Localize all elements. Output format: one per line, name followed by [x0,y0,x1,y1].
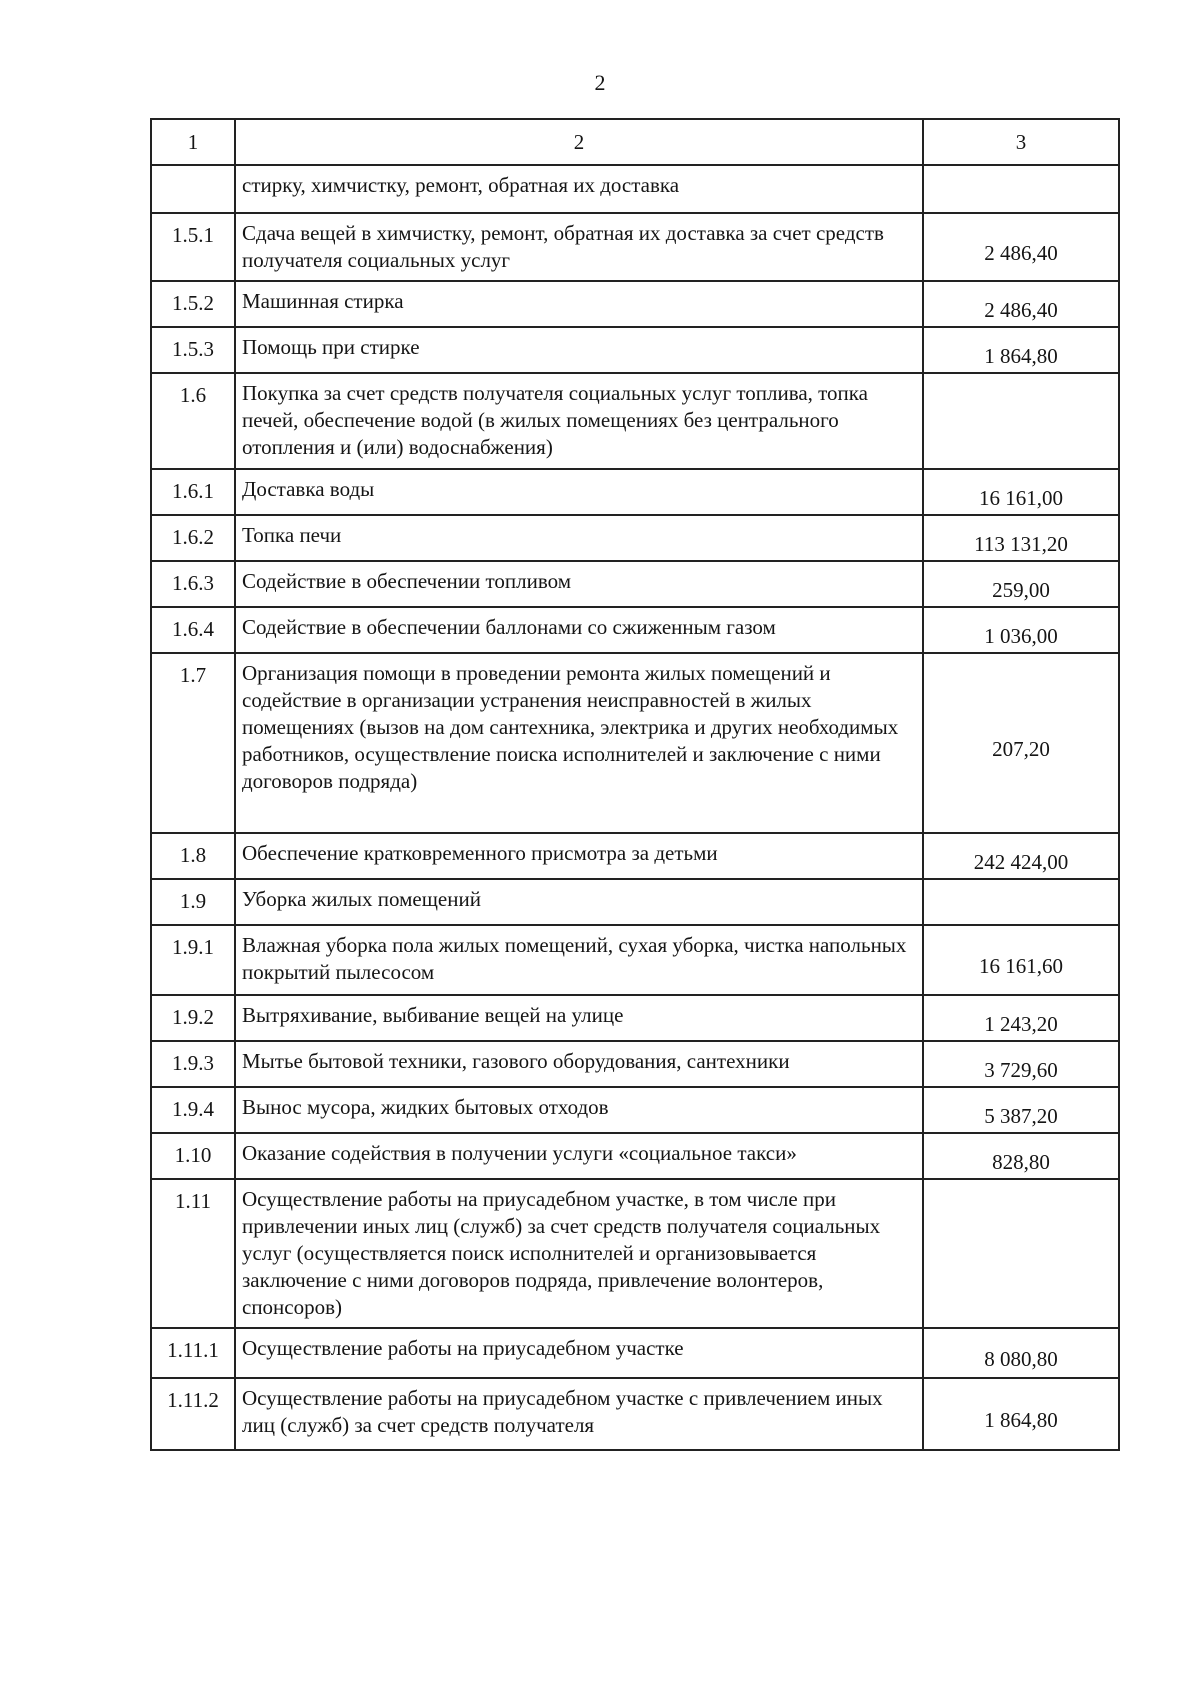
service-price: 113 131,20 [923,515,1119,561]
service-price: 8 080,80 [923,1328,1119,1378]
service-description: Сдача вещей в химчистку, ремонт, обратная их доставка за счет средств получателя социальных услуг [235,213,923,281]
service-description: Вытряхивание, выбивание вещей на улице [235,995,923,1041]
row-number: 1.9.4 [151,1087,235,1133]
service-description: Топка печи [235,515,923,561]
column-header-2: 2 [235,119,923,165]
row-number [151,165,235,213]
table-header-row [151,119,1119,165]
service-description: Уборка жилых помещений [235,879,923,925]
row-number: 1.8 [151,833,235,879]
service-description: Оказание содействия в получении услуги «социальное такси» [235,1133,923,1179]
row-number: 1.9 [151,879,235,925]
service-description: Обеспечение кратковременного присмотра за детьми [235,833,923,879]
service-price: 242 424,00 [923,833,1119,879]
row-number: 1.6.1 [151,469,235,515]
table-row [151,281,1119,327]
row-number: 1.9.2 [151,995,235,1041]
service-description: Осуществление работы на приусадебном участке, в том числе при привлечении иных лиц (служб) за счет средств получателя социальных услуг (осуществляется поиск исполнителей и организовывается заключение с ними договоров подряда, привлечение волонтеров, спонсоров) [235,1179,923,1328]
table-row [151,995,1119,1041]
table-row [151,833,1119,879]
service-description: Содействие в обеспечении баллонами со сжиженным газом [235,607,923,653]
service-description: Осуществление работы на приусадебном участке [235,1328,923,1378]
table-row [151,469,1119,515]
service-description: Организация помощи в проведении ремонта жилых помещений и содействие в организации устранения неисправностей в жилых помещениях (вызов на дом сантехника, электрика и других необходимых работников, осуществление поиска исполнителей и заключение с ними договоров подряда) [235,653,923,833]
row-number: 1.9.1 [151,925,235,995]
service-description: Машинная стирка [235,281,923,327]
table-row [151,373,1119,469]
row-number: 1.7 [151,653,235,833]
service-description: Влажная уборка пола жилых помещений, сухая уборка, чистка напольных покрытий пылесосом [235,925,923,995]
table-row [151,515,1119,561]
table-row [151,1378,1119,1450]
row-number: 1.6.2 [151,515,235,561]
service-price: 3 729,60 [923,1041,1119,1087]
service-price: 259,00 [923,561,1119,607]
row-number: 1.11.2 [151,1378,235,1450]
service-description: Содействие в обеспечении топливом [235,561,923,607]
row-number: 1.6 [151,373,235,469]
row-number: 1.10 [151,1133,235,1179]
service-price: 16 161,00 [923,469,1119,515]
table-row [151,879,1119,925]
service-price: 828,80 [923,1133,1119,1179]
table-row [151,1087,1119,1133]
service-description: стирку, химчистку, ремонт, обратная их доставка [235,165,923,213]
service-description: Осуществление работы на приусадебном участке с привлечением иных лиц (служб) за счет средств получателя [235,1378,923,1450]
table-row [151,561,1119,607]
service-description: Покупка за счет средств получателя социальных услуг топлива, топка печей, обеспечение водой (в жилых помещениях без центрального отопления и (или) водоснабжения) [235,373,923,469]
row-number: 1.11.1 [151,1328,235,1378]
service-price: 1 036,00 [923,607,1119,653]
table-row [151,1328,1119,1378]
service-price [923,373,1119,469]
table-row [151,1041,1119,1087]
table-row [151,327,1119,373]
column-header-3: 3 [923,119,1119,165]
service-price: 16 161,60 [923,925,1119,995]
row-number: 1.11 [151,1179,235,1328]
service-price [923,165,1119,213]
row-number: 1.6.4 [151,607,235,653]
service-price [923,1179,1119,1328]
table-row [151,925,1119,995]
table-row [151,165,1119,213]
page-number: 2 [594,70,606,95]
row-number: 1.5.2 [151,281,235,327]
service-price: 207,20 [923,653,1119,833]
column-header-1: 1 [151,119,235,165]
table-row [151,213,1119,281]
service-price: 1 864,80 [923,1378,1119,1450]
row-number: 1.5.3 [151,327,235,373]
service-price [923,879,1119,925]
table-row [151,653,1119,833]
row-number: 1.5.1 [151,213,235,281]
service-price: 2 486,40 [923,281,1119,327]
service-price: 1 864,80 [923,327,1119,373]
services-price-table [150,118,1120,1451]
table-row [151,607,1119,653]
service-description: Помощь при стирке [235,327,923,373]
service-price: 2 486,40 [923,213,1119,281]
row-number: 1.6.3 [151,561,235,607]
service-price: 1 243,20 [923,995,1119,1041]
service-description: Мытье бытовой техники, газового оборудования, сантехники [235,1041,923,1087]
service-description: Вынос мусора, жидких бытовых отходов [235,1087,923,1133]
table-row [151,1133,1119,1179]
table-row [151,1179,1119,1328]
service-price: 5 387,20 [923,1087,1119,1133]
service-description: Доставка воды [235,469,923,515]
row-number: 1.9.3 [151,1041,235,1087]
